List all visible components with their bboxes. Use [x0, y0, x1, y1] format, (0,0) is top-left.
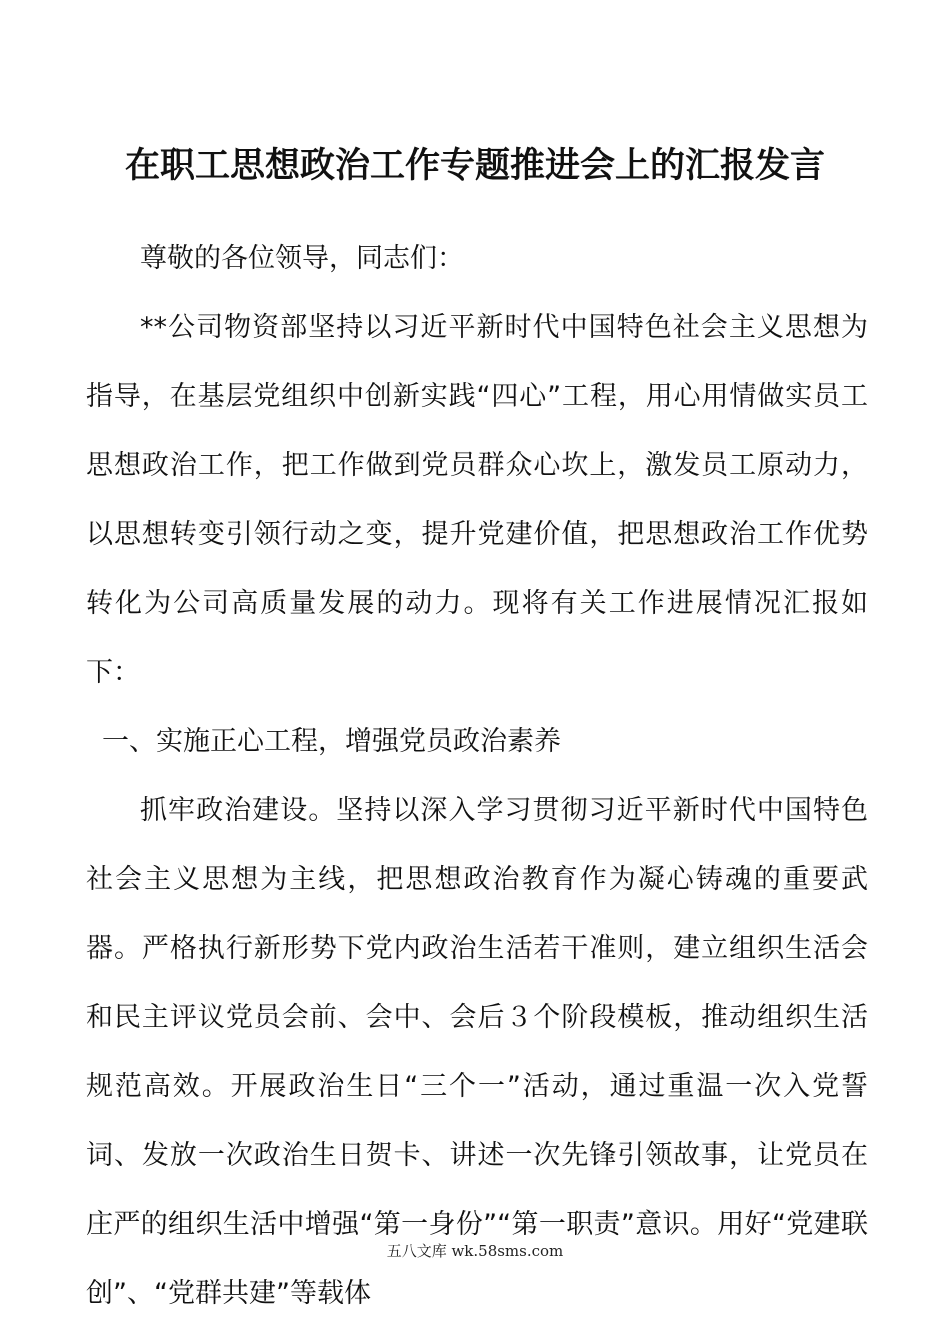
- intro-paragraph: **公司物资部坚持以习近平新时代中国特色社会主义思想为指导，在基层党组织中创新实践“四心”工程，用心用情做实员工思想政治工作，把工作做到党员群众心坎上，激发员工原动力，以思想转变引领行动之变，提升党建价值，把思想政治工作优势转化为公司高质量发展的动力。现将有关工作进展情况汇报如下：: [86, 312, 868, 688]
- body-paragraph: 抓牢政治建设。坚持以深入学习贯彻习近平新时代中国特色社会主义思想为主线，把思想政治教育作为凝心铸魂的重要武器。严格执行新形势下党内政治生活若干准则，建立组织生活会和民主评议党员会前、会中、会后３个阶段模板，推动组织生活规范高效。开展政治生日“三个一”活动，通过重温一次入党誓词、发放一次政治生日贺卡、讲述一次先锋引领故事，让党员在庄严的组织生活中增强“第一身份”“第一职责”意识。用好“党建联创”、“党群共建”等载体: [86, 795, 868, 1309]
- salutation: 尊敬的各位领导，同志们：: [140, 243, 464, 274]
- document-body: [86, 224, 868, 1328]
- footer-watermark: 五八文库 wk.58sms.com: [386, 1242, 564, 1260]
- section-heading: 一、实施正心工程，增强党员政治素养: [102, 726, 561, 757]
- document-title: 在职工思想政治工作专题推进会上的汇报发言: [124, 146, 825, 186]
